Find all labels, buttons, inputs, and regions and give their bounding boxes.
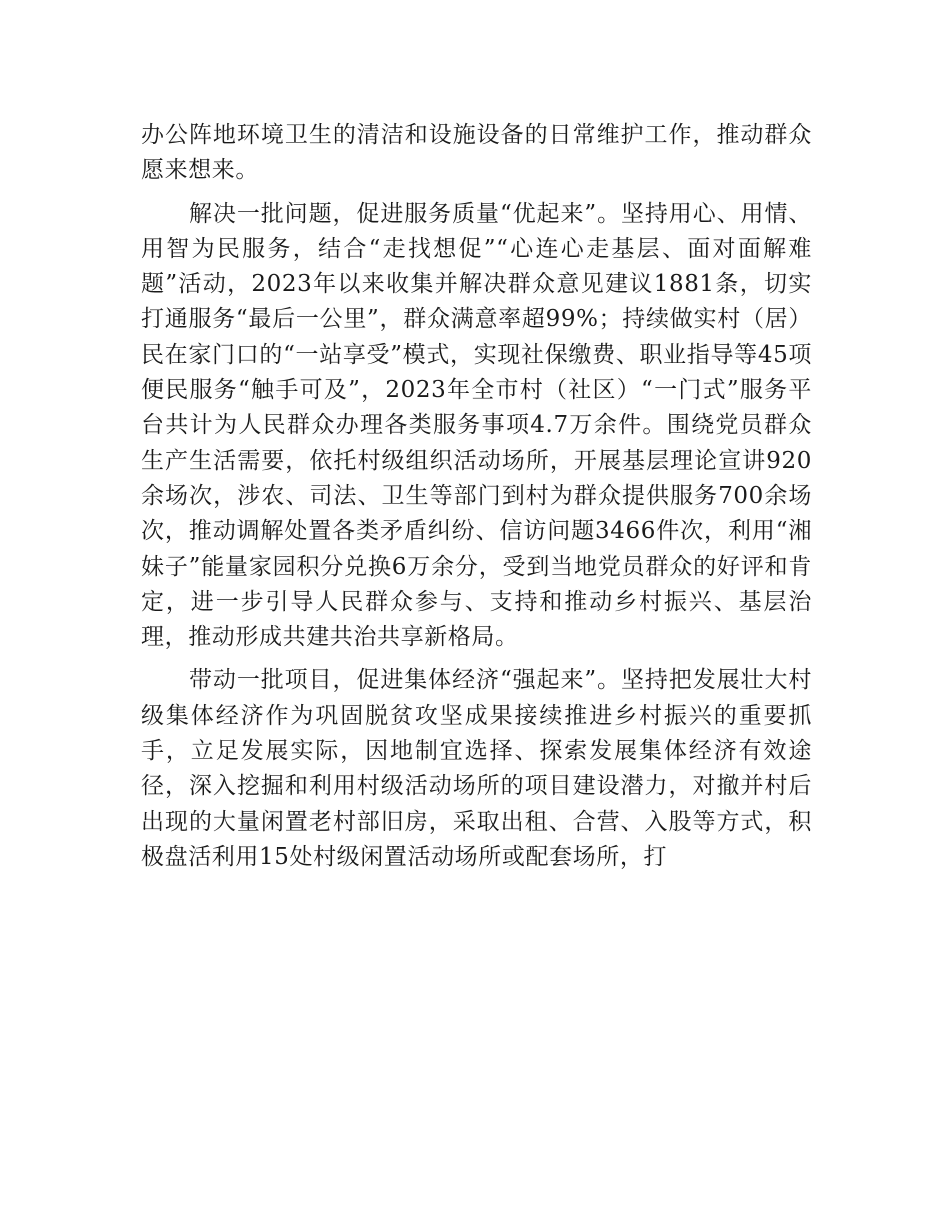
paragraph-continuation: 办公阵地环境卫生的清洁和设施设备的日常维护工作，推动群众愿来想来。 (141, 122, 812, 184)
paragraph-service-quality: 解决一批问题，促进服务质量“优起来”。坚持用心、用情、用智为民服务，结合“走找想促”“心连心走基层、面对面解难题”活动，2023年以来收集并解决群众意见建议1881条，切实打通服务“最后一公里”，群众满意率超99%；持续做实村（居）民在家门口的“一站享受”模式，实现社保缴费、职业指导等45项便民服务“触手可及”，2023年全市村（社区）“一门式”服务平台共计为人民群众办理各类服务事项4.7万余件。围绕党员群众生产生活需要，依托村级组织活动场所，开展基层理论宣讲920余场次，涉农、司法、卫生等部门到村为群众提供服务700余场次，推动调解处置各类矛盾纠纷、信访问题3466件次，利用“湘妹子”能量家园积分兑换6万余分，受到当地党员群众的好评和肯定，进一步引导人民群众参与、支持和推动乡村振兴、基层治理，推动形成共建共治共享新格局。 (141, 200, 812, 651)
paragraph-collective-economy: 带动一批项目，促进集体经济“强起来”。坚持把发展壮大村级集体经济作为巩固脱贫攻坚成果接续推进乡村振兴的重要抓手，立足发展实际，因地制宜选择、探索发展集体经济有效途径，深入挖掘和利用村级活动场所的项目建设潜力，对撤并村后出现的大量闲置老村部旧房，采取出租、合营、入股等方式，积极盘活利用15处村级闲置活动场所或配套场所，打 (141, 667, 812, 870)
document-body (141, 118, 812, 883)
